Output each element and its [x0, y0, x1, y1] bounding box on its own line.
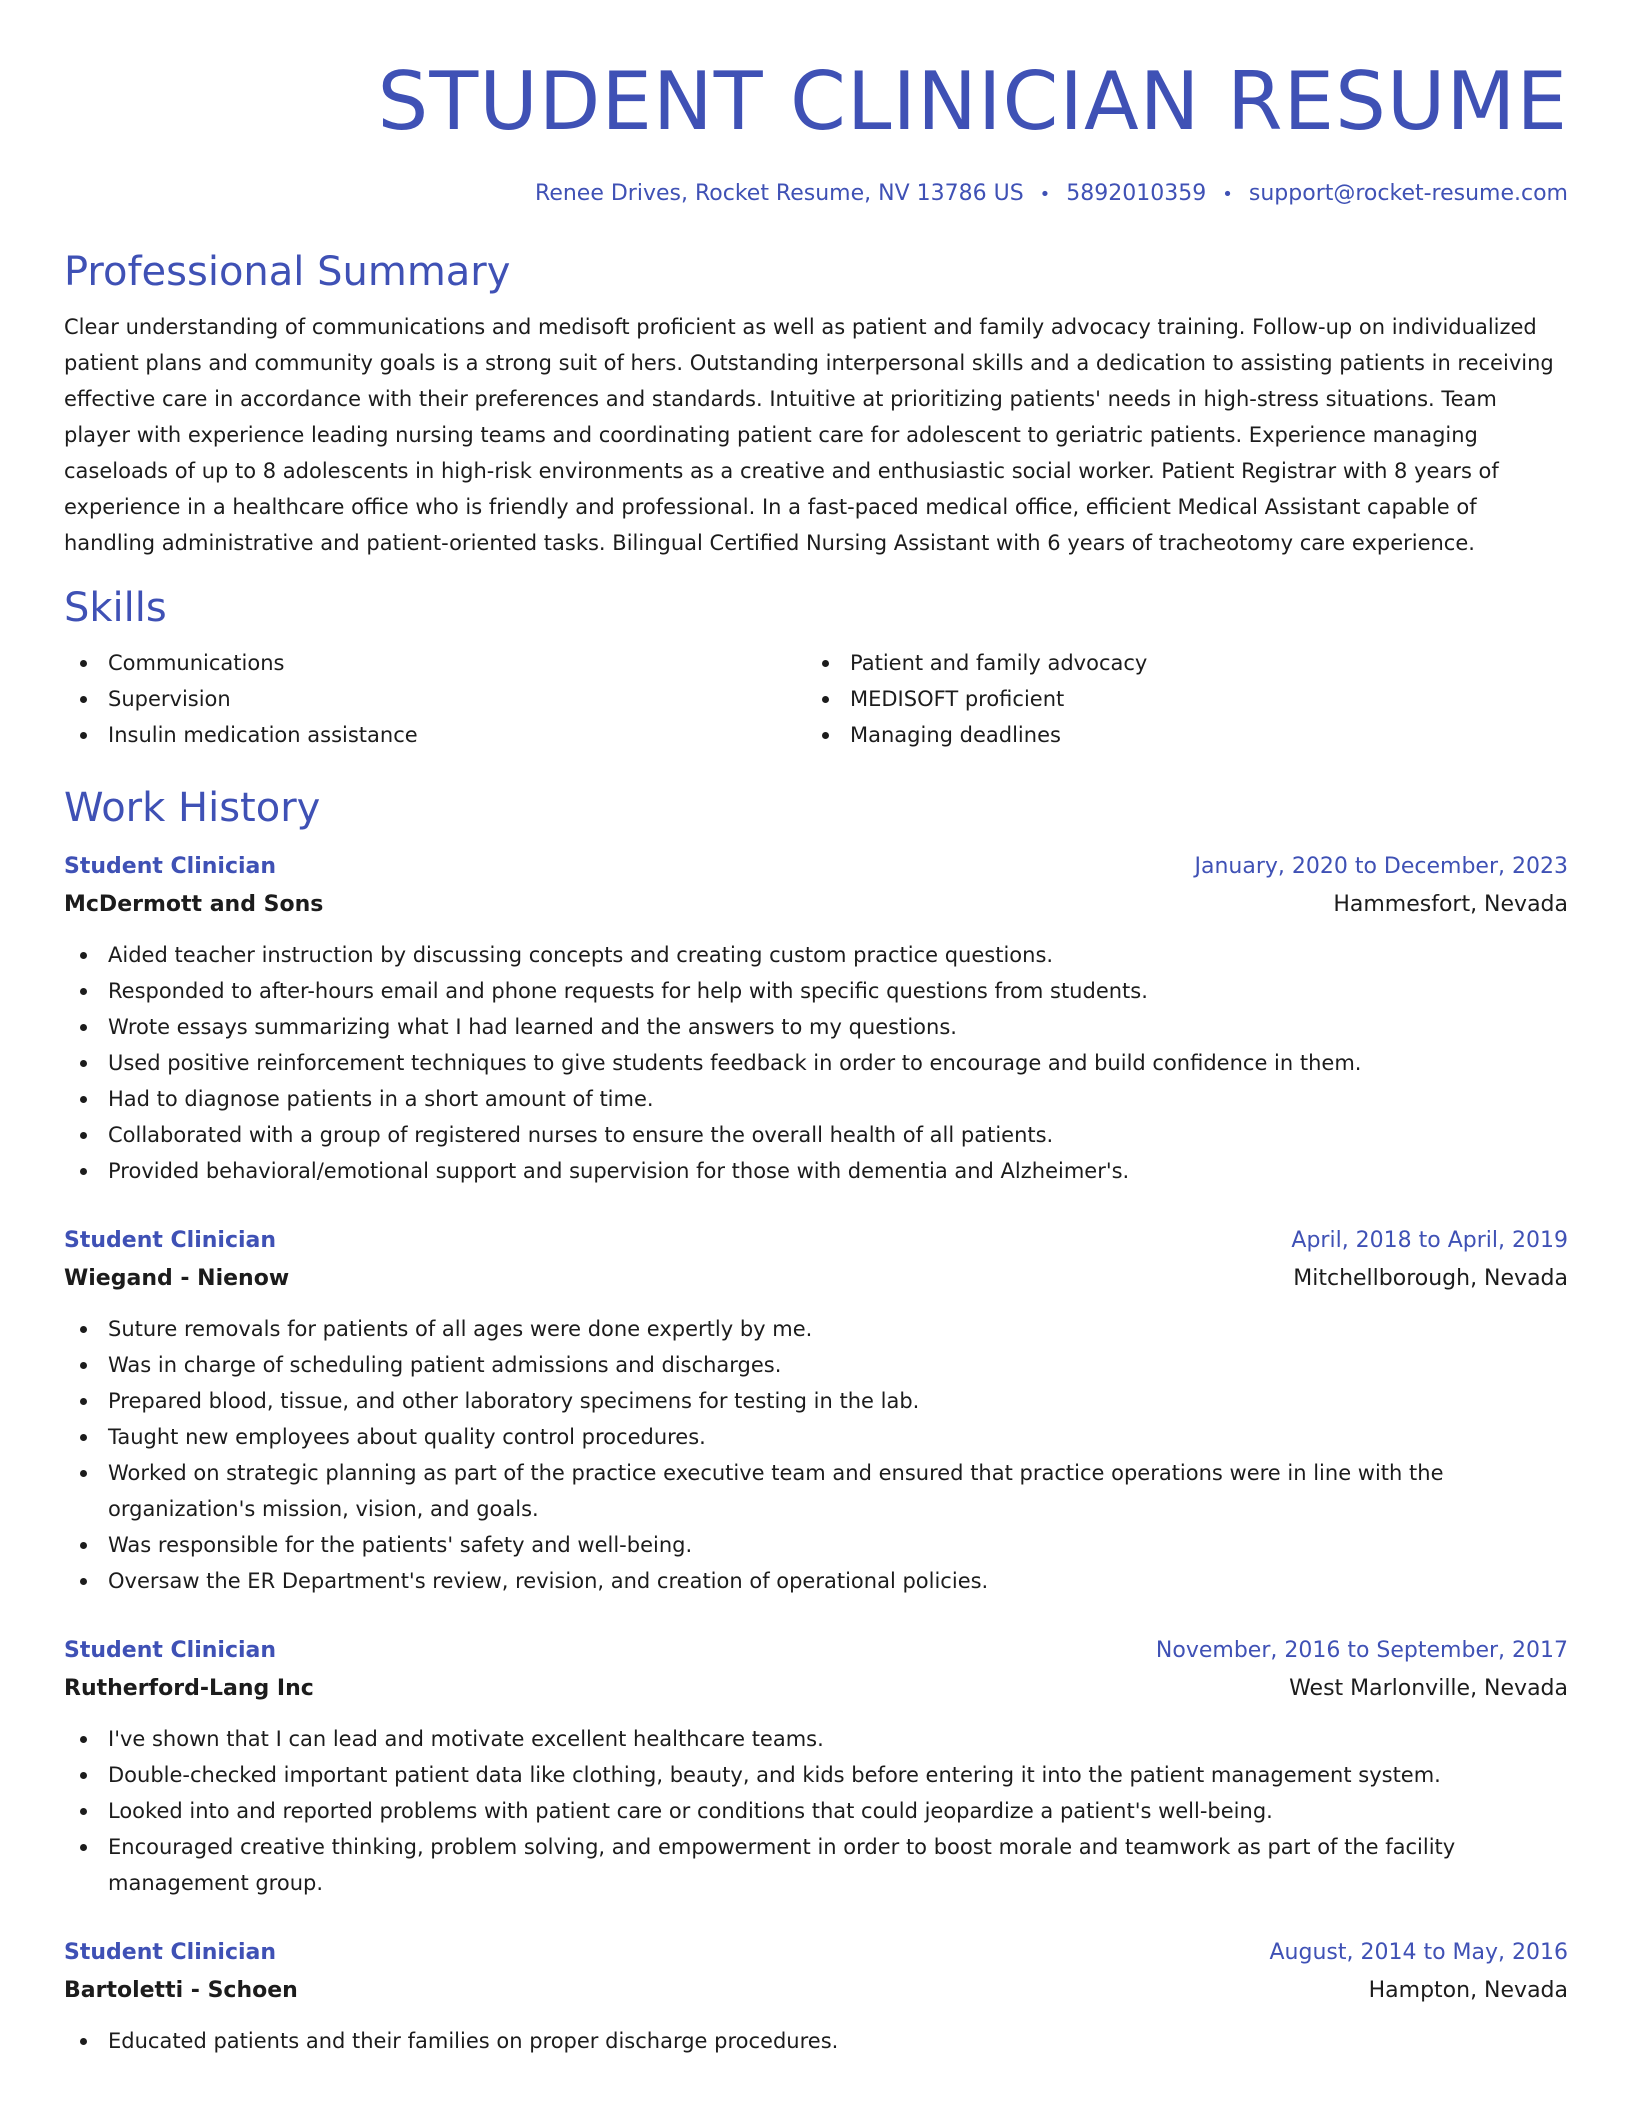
section-heading-work-history: Work History	[64, 785, 321, 831]
job-dates: April, 2018 to April, 2019	[1291, 1228, 1568, 1253]
contact-separator: •	[1222, 184, 1233, 205]
job-duty: I've shown that I can lead and motivate excellent healthcare teams.	[64, 1721, 1568, 1757]
job-dates: August, 2014 to May, 2016	[1269, 1940, 1568, 1965]
job-duty: Looked into and reported problems with patient care or conditions that could jeopardize a patient's well-being.	[64, 1793, 1568, 1829]
job-duty: Responded to after-hours email and phone requests for help with specific questions from students.	[64, 973, 1568, 1009]
resume-title: STUDENT CLINICIAN RESUME	[377, 55, 1568, 148]
job-duty: Used positive reinforcement techniques to give students feedback in order to encourage and build confidence in them.	[64, 1045, 1568, 1081]
contact-address: Renee Drives, Rocket Resume, NV 13786 US	[535, 181, 1024, 206]
job-entry	[64, 1935, 1568, 2059]
job-duty: Suture removals for patients of all ages were done expertly by me.	[64, 1311, 1568, 1347]
job-duty: Taught new employees about quality control procedures.	[64, 1419, 1568, 1455]
contact-phone: 5892010359	[1066, 181, 1207, 206]
skills-grid	[64, 645, 1568, 753]
skills-column-right	[806, 645, 1548, 753]
skill-item: Supervision	[64, 681, 806, 717]
section-heading-summary: Professional Summary	[64, 249, 511, 295]
job-entry	[64, 1223, 1568, 1599]
job-title: Student Clinician	[64, 1638, 277, 1663]
job-location: Hammesfort, Nevada	[1333, 892, 1568, 917]
job-duty: Oversaw the ER Department's review, revision, and creation of operational policies.	[64, 1563, 1568, 1599]
skill-item: Managing deadlines	[806, 717, 1548, 753]
job-company: Wiegand - Nienow	[64, 1266, 290, 1291]
skills-column-left	[64, 645, 806, 753]
skill-item: Patient and family advocacy	[806, 645, 1548, 681]
job-location: West Marlonville, Nevada	[1289, 1676, 1568, 1701]
job-duty: Aided teacher instruction by discussing concepts and creating custom practice questions.	[64, 937, 1568, 973]
job-location: Mitchellborough, Nevada	[1293, 1266, 1568, 1291]
job-duty: Provided behavioral/emotional support and supervision for those with dementia and Alzheimer's.	[64, 1153, 1568, 1189]
job-duty: Was responsible for the patients' safety and well-being.	[64, 1527, 1568, 1563]
job-duty: Prepared blood, tissue, and other laboratory specimens for testing in the lab.	[64, 1383, 1568, 1419]
job-title: Student Clinician	[64, 1228, 277, 1253]
job-dates: January, 2020 to December, 2023	[1194, 854, 1568, 879]
summary-text: Clear understanding of communications and medisoft proficient as well as patient and family advocacy training. Follow-up on individualized patient plans and community goals is a strong suit of hers. Outstanding interpersonal skills and a dedication to assisting patients in receiving effective care in accordance with their preferences and standards. Intuitive at prioritizing patients' needs in high-stress situations. Team player with experience leading nursing teams and coordinating patient care for adolescent to geriatric patients. Experience managing caseloads of up to 8 adolescents in high-risk environments as a creative and enthusiastic social worker. Patient Registrar with 8 years of experience in a healthcare office who is friendly and professional. In a fast-paced medical office, efficient Medical Assistant capable of handling administrative and patient-oriented tasks. Bilingual Certified Nursing Assistant with 6 years of tracheotomy care experience.	[64, 315, 1554, 555]
job-company: Rutherford-Lang Inc	[64, 1676, 314, 1701]
job-dates: November, 2016 to September, 2017	[1155, 1638, 1568, 1663]
job-duty: Collaborated with a group of registered nurses to ensure the overall health of all patients.	[64, 1117, 1568, 1153]
job-location: Hampton, Nevada	[1368, 1978, 1568, 2003]
job-duty: Had to diagnose patients in a short amount of time.	[64, 1081, 1568, 1117]
job-duty: Was in charge of scheduling patient admissions and discharges.	[64, 1347, 1568, 1383]
job-duties	[64, 1721, 1568, 1901]
job-title: Student Clinician	[64, 1940, 277, 1965]
skill-item: Insulin medication assistance	[64, 717, 806, 753]
job-duties	[64, 2023, 1568, 2059]
job-duty: Wrote essays summarizing what I had learned and the answers to my questions.	[64, 1009, 1568, 1045]
job-duties	[64, 1311, 1568, 1599]
skill-item: MEDISOFT proficient	[806, 681, 1548, 717]
contact-email: support@rocket-resume.com	[1248, 181, 1568, 206]
job-entry	[64, 1633, 1568, 1901]
job-company: Bartoletti - Schoen	[64, 1978, 298, 2003]
job-duties	[64, 937, 1568, 1189]
job-duty: Worked on strategic planning as part of the practice executive team and ensured that practice operations were in line with the organization's mission, vision, and goals.	[64, 1455, 1568, 1527]
job-company: McDermott and Sons	[64, 892, 324, 917]
job-title: Student Clinician	[64, 854, 277, 879]
contact-separator: •	[1039, 184, 1051, 205]
job-entry	[64, 849, 1568, 1189]
section-heading-skills: Skills	[64, 585, 167, 631]
contact-line	[64, 180, 1568, 209]
job-duty: Encouraged creative thinking, problem solving, and empowerment in order to boost morale and teamwork as part of the facility management group.	[64, 1829, 1568, 1901]
job-duty: Educated patients and their families on proper discharge procedures.	[64, 2023, 1568, 2059]
skill-item: Communications	[64, 645, 806, 681]
job-duty: Double-checked important patient data like clothing, beauty, and kids before entering it into the patient management system.	[64, 1757, 1568, 1793]
